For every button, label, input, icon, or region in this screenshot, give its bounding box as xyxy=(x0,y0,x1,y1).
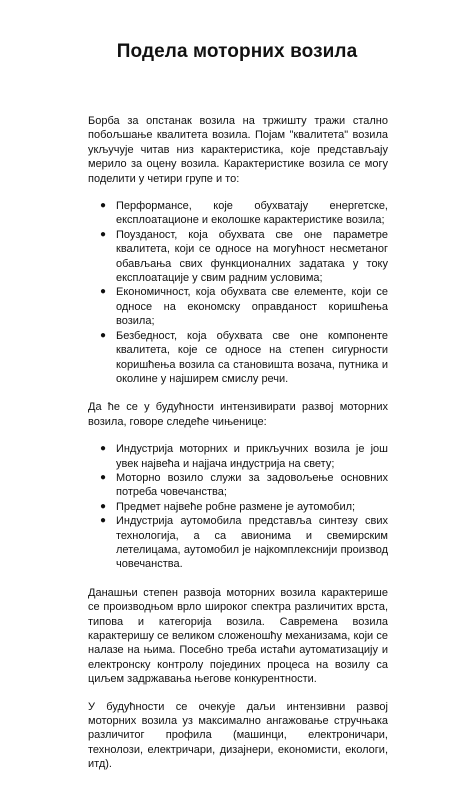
list-item-text: Поузданост, која обухвата све оне параметре квалитета, који се односе на могућност несметаног обављања свих функционалних задатака у току експлоатације у свим радним условима; xyxy=(116,228,388,285)
bullet-icon: ● xyxy=(100,515,107,527)
facts-intro-paragraph: Да ће се у будућности интензивирати развој моторних возила, говоре следеће чињенице: xyxy=(88,401,388,428)
bullet-icon: ● xyxy=(100,200,107,212)
facts-list xyxy=(88,442,388,572)
list-item-text: Предмет највеће робне размене је аутомобил; xyxy=(116,500,356,513)
list-item-text: Индустрија аутомобила представља синтезу свих технологија, а са авионима и свемирским летелицама, аутомобил је најкомплекснији производ човечанства. xyxy=(116,515,388,571)
bullet-icon: ● xyxy=(100,471,107,483)
list-item xyxy=(88,199,388,228)
list-item-text: Моторно возило служи за задовољење основних потреба човечанства; xyxy=(116,471,388,499)
list-item xyxy=(88,471,388,500)
future-paragraph: У будућности се очекује даљи интензивни развој моторних возила уз максимално ангажовање стручњака различитог профила (машинци, електроничари, технолози, електричари, дизајнери, економисти, екологи, итд). xyxy=(88,700,388,771)
bullet-icon: ● xyxy=(100,329,107,341)
bullet-icon: ● xyxy=(100,228,107,240)
document-title: Подела моторних возила xyxy=(116,41,358,62)
list-item xyxy=(88,442,388,471)
list-item xyxy=(88,228,388,286)
bullet-icon: ● xyxy=(100,443,107,455)
list-item-text: Безбедност, која обухвата све оне компоненте квалитета, које се односе на степен сигурности коришћења возила са становишта возача, путника и околине у најширем смислу речи. xyxy=(116,329,388,385)
list-item xyxy=(88,329,388,387)
list-item xyxy=(88,514,388,572)
quality-characteristics-list xyxy=(88,199,388,386)
list-item-text: Економичност, која обухвата све елементе, који се односе на економску оправданост коришћења возила; xyxy=(116,286,388,328)
intro-paragraph: Борба за опстанак возила на тржишту тражи стално побољшање квалитета возила. Појам "квалитета" возила укључује читав низ карактеристика, које представљају мерило за оцену возила. Карактеристике возила се могу поделити у четири групе и то: xyxy=(88,115,388,185)
list-item-text: Индустрија моторних и прикључних возила је још увек највећа и најјача индустрија на свету; xyxy=(116,443,388,470)
list-item xyxy=(88,285,388,328)
bullet-icon: ● xyxy=(100,286,107,298)
document-body xyxy=(88,114,388,785)
list-item-text: Перформансе, које обухватају енергетске, експлоатационе и еколошке карактеристике возила; xyxy=(116,200,388,227)
bullet-icon: ● xyxy=(100,500,107,512)
list-item xyxy=(88,500,388,514)
development-paragraph: Данашњи степен развоја моторних возила карактерише се производњом врло широког спектра различитих врста, типова и категорија возила. Савремена возила карактеришу се великом сложеношћу механизама, који се налазе на њима. Посебно треба истаћи аутоматизацију и електронску контролу појединих процеса на возилу са циљем задржавања његове конкурентности. xyxy=(88,586,388,686)
